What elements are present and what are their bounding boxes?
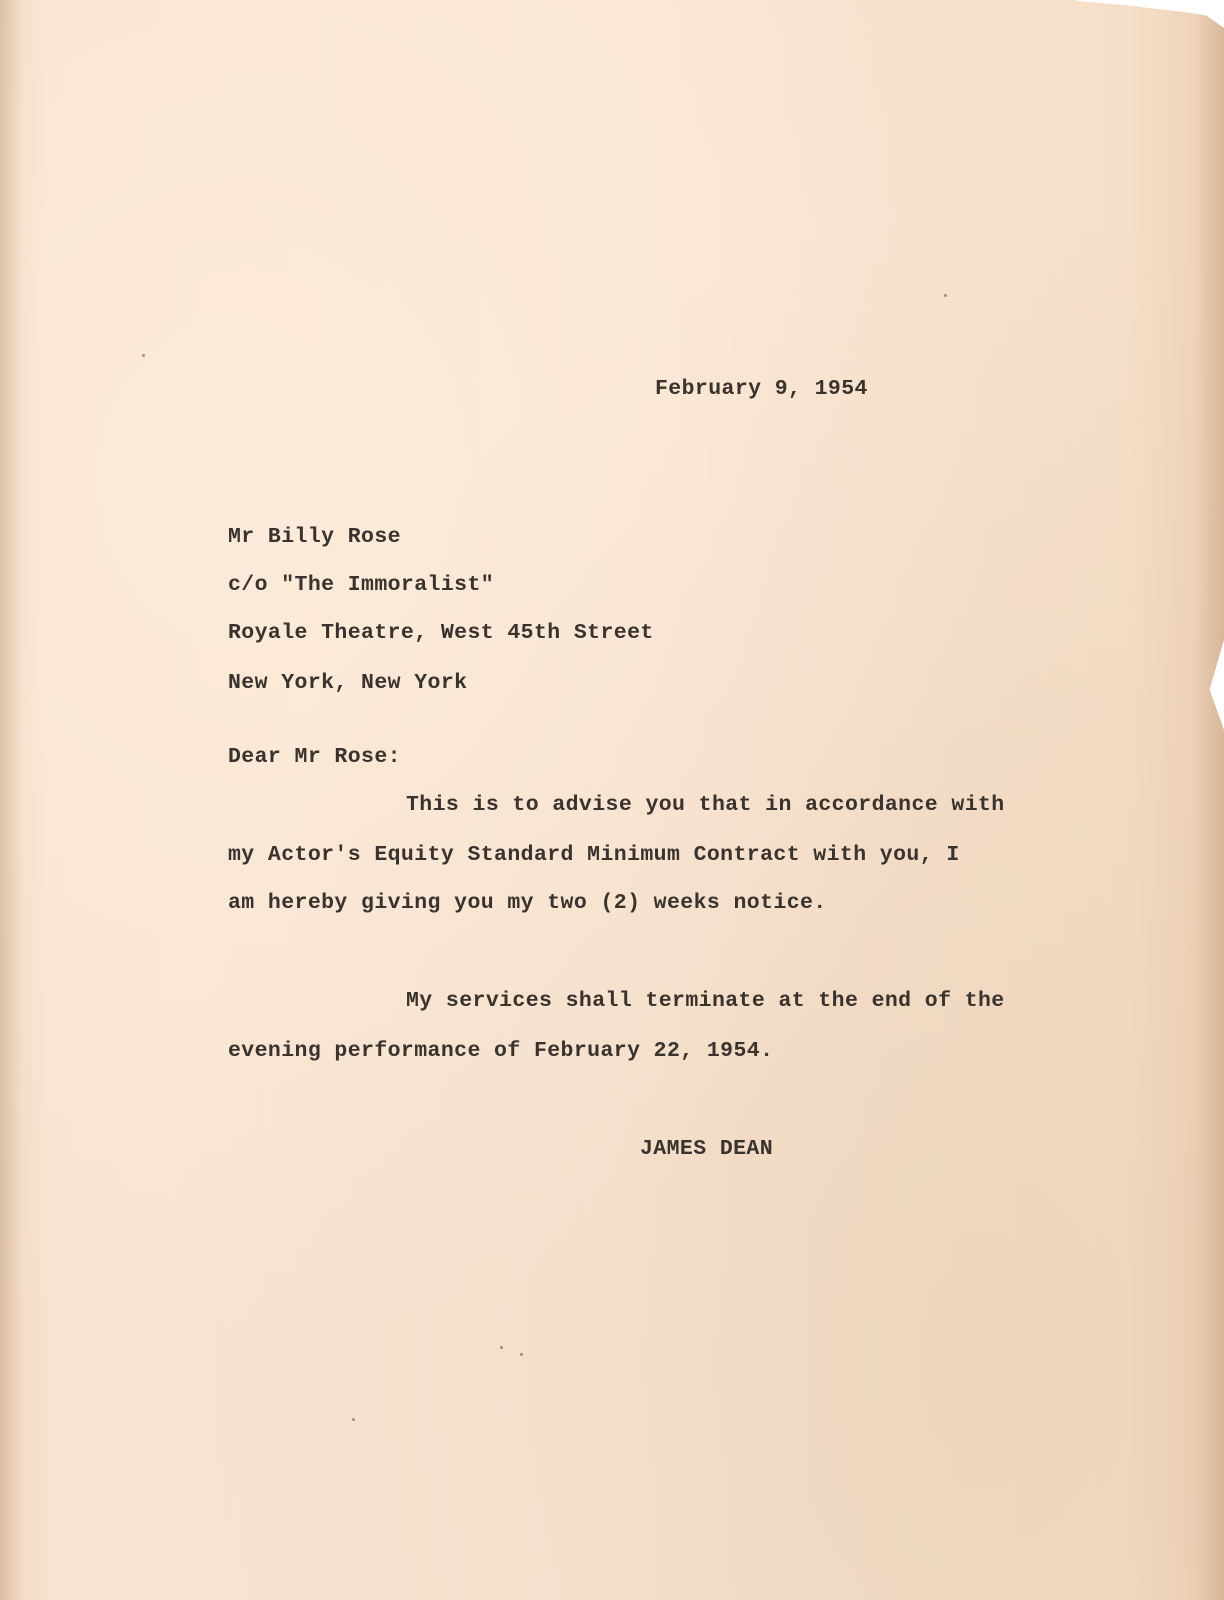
body-paragraph-1-line-2: my Actor's Equity Standard Minimum Contract with you, I [228, 843, 960, 867]
body-paragraph-1-line-3: am hereby giving you my two (2) weeks notice. [228, 891, 827, 915]
recipient-care-of: c/o "The Immoralist" [228, 573, 495, 597]
recipient-name: Mr Billy Rose [228, 525, 401, 549]
recipient-city: New York, New York [228, 671, 468, 695]
body-paragraph-2-line-1: My services shall terminate at the end of the [406, 989, 1005, 1013]
body-paragraph-1-line-1: This is to advise you that in accordance with [406, 793, 1005, 817]
recipient-street: Royale Theatre, West 45th Street [228, 621, 654, 645]
body-paragraph-2-line-2: evening performance of February 22, 1954. [228, 1039, 774, 1063]
letter-date: February 9, 1954 [655, 377, 868, 401]
signature: JAMES DEAN [640, 1137, 774, 1161]
salutation: Dear Mr Rose: [228, 745, 401, 769]
